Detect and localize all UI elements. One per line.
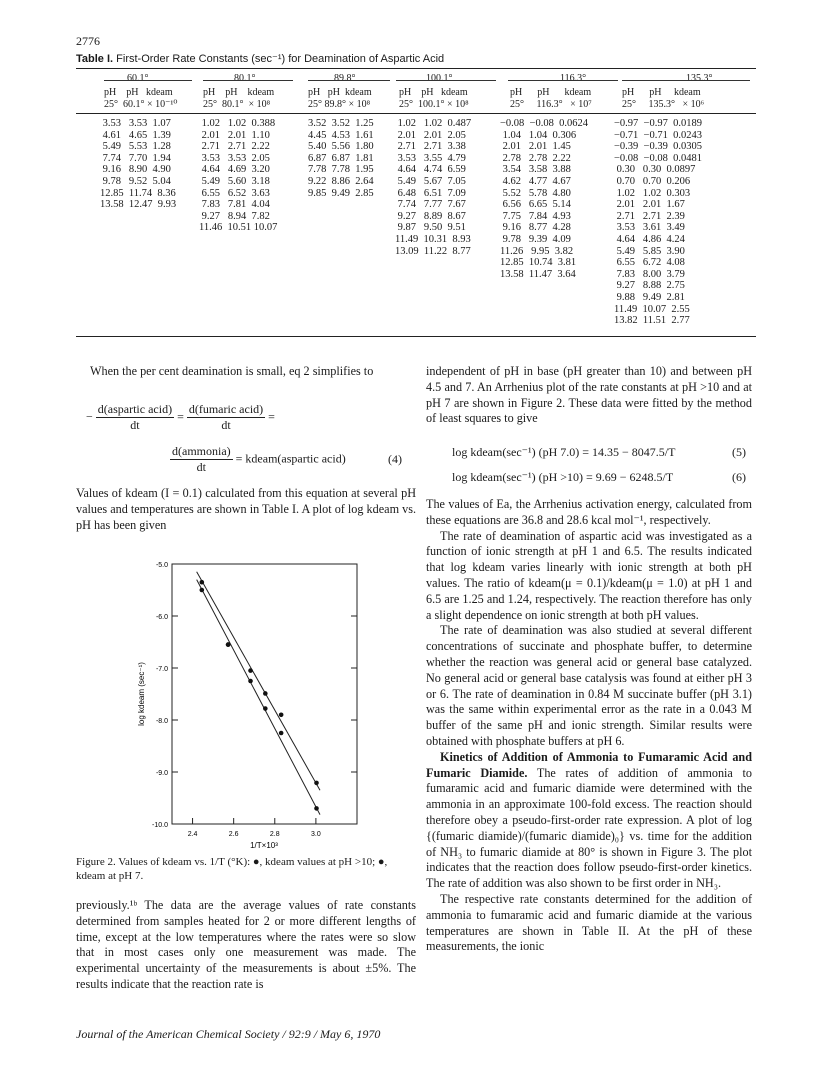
left-paragraph-1: When the per cent deamination is small, eq 2 simplifies to: [90, 364, 374, 378]
group-rule-2: [203, 80, 293, 81]
table-col-90: 3.52 3.52 1.25 4.45 4.53 1.61 5.40 5.56 1.80 6.87 6.87 1.81 7.78 7.78 1.95 9.22 8.86 2.64 9.85 9.49 2.85: [308, 118, 374, 199]
col-header-1: pH pH kdeam 25° 60.1° × 10⁻¹⁰: [104, 87, 178, 110]
equation-4-number: (4): [388, 452, 402, 466]
figure-2-caption: Figure 2. Values of kdeam vs. 1/T (°K): ●, kdeam values at pH >10; ●, kdeam at pH 7.: [76, 856, 388, 882]
table-caption: First-Order Rate Constants (sec⁻¹) for Deamination of Aspartic Acid: [116, 53, 445, 65]
group-header-3: 89.8°: [334, 73, 356, 84]
data-point-series-1: [279, 713, 284, 718]
y-tick-label: -8.0: [155, 718, 168, 725]
col-header-6: pH pH kdeam 25° 135.3° × 10⁶: [622, 87, 705, 110]
x-axis-label: 1/T×10³: [250, 841, 278, 850]
data-point-series-2: [263, 706, 268, 711]
equation-4-line-1: − $\frac{\text{d(aspartic acid)}}{dt}$ = $\frac{\text{d(fumaric acid)}}{dt}$ =: [86, 402, 275, 432]
data-point-series-2: [226, 642, 231, 647]
group-rule-5: [508, 80, 618, 81]
right-paragraph-2: The values of Ea, the Arrhenius activation energy, calculated from these equations are 36.8 and 28.6 kcal mol⁻¹, respectively.: [426, 497, 752, 527]
col-header-4: pH pH kdeam 25° 100.1° × 10⁸: [399, 87, 469, 110]
table-label: Table I.: [76, 53, 114, 65]
group-header-2: 80.1°: [234, 73, 256, 84]
group-rule-4: [396, 80, 496, 81]
table-col-60: 3.53 3.53 1.07 4.61 4.65 1.39 5.49 5.53 1.28 7.74 7.70 1.94 9.16 8.90 4.90 9.78 9.52 5.04 12.85 11.74 8.36 13.58 12.47 9.93: [100, 118, 177, 211]
group-header-4: 100.1°: [426, 73, 453, 84]
table-top-rule: [76, 68, 756, 69]
table-col-100: 1.02 1.02 0.487 2.01 2.01 2.05 2.71 2.71 3.38 3.53 3.55 4.79 4.64 4.74 6.59 5.49 5.67 7.05 6.48 6.51 7.09 7.74 7.77 7.67 9.27 8.89 8.67 9.87 9.50 9.51 11.49 10.31 8.93 13.09 11.22 8.77: [395, 118, 472, 257]
y-tick-label: -9.0: [155, 770, 168, 777]
equation-6: log kdeam(sec⁻¹) (pH >10) = 9.69 − 6248.5/T: [452, 470, 674, 484]
table-col-80: 1.02 1.02 0.388 2.01 2.01 1.10 2.71 2.71 2.22 3.53 3.53 2.05 4.64 4.69 3.20 5.49 5.60 3.18 6.55 6.52 3.63 7.83 7.81 4.04 9.27 8.94 7.82 11.46 10.51 10.07: [199, 118, 278, 234]
y-tick-label: -6.0: [155, 614, 168, 621]
table-header-rule: [76, 113, 756, 114]
data-point-series-1: [314, 781, 319, 786]
col-header-2: pH pH kdeam 25° 80.1° × 10⁸: [203, 87, 275, 110]
table-col-135: −0.97 −0.97 0.0189 −0.71 −0.71 0.0243 −0.39 −0.39 0.0305 −0.08 −0.08 0.0481 0.30 0.30 0.0897 0.70 0.70 0.206 1.02 1.02 0.303 2.01 2.01 1.67 2.71 2.71 2.39 3.53 3.61 3.49 4.64 4.86 4.24 5.49 5.85 3.90 6.55 6.72 4.08 7.83 8.00 3.79 9.27 8.88 2.75 9.88 9.49 2.81 11.49 10.07 2.55 13.82 11.51 2.77: [614, 118, 702, 327]
group-header-5: 116.3°: [560, 73, 587, 84]
equation-6-number: (6): [732, 470, 746, 484]
left-paragraph-2: Values of kdeam (I = 0.1) calculated from this equation at several pH values and temperatures are shown in Table I. A plot of log kdeam vs. pH has been given: [76, 486, 416, 532]
figure-2-plot: [120, 556, 380, 856]
right-paragraph-6: The respective rate constants determined for the addition of ammonia to fumaramic acid and fumaric diamide at the various temperatures are shown in Table II. At the pH of these measurements, the ionic: [426, 891, 752, 954]
data-point-series-2: [314, 806, 319, 811]
right-paragraph-5: Kinetics of Addition of Ammonia to Fumaramic Acid and Fumaric Diamide. The rates of addition of ammonia to fumaramic acid and fumaric diamide were determined with the ammonia in an approximate 100-fold excess. The reaction should therefore obey a pseudo-first-order rate expression. A plot of log {(fumaric diamide)/(fumaric diamide)₀} vs. time for the addition of NH₃ to fumaric diamide at 80° is shown in Figure 3. The plot indicates that the reaction does follow pseudo-first-order kinetics. The rate of addition was also shown to be first order in NH₃.: [426, 749, 753, 891]
x-tick-label: 2.6: [228, 831, 239, 838]
x-tick-label: 2.4: [187, 831, 198, 838]
table-title: [76, 52, 444, 65]
right-paragraph-3: The rate of deamination of aspartic acid was investigated as a function of ionic strength at pH 1 and 6.5. The results indicated that log kdeam varies linearly with ionic strength at both pH values. The ratio of kdeam(μ = 0.1)/kdeam(μ = 1.0) at pH 1 and 6.5 are 1.25 and 1.24, respectively. The reaction therefore has only a slight dependence on ionic strength at both pH values.: [426, 528, 752, 622]
col-header-3: pH pH kdeam 25° 89.8° × 10⁸: [308, 87, 372, 110]
y-axis-label: log kdeam (sec⁻¹): [137, 662, 146, 726]
group-rule-6: [622, 80, 750, 81]
x-tick-label: 3.0: [311, 831, 321, 838]
group-header-6: 135.3°: [686, 73, 713, 84]
fit-line-1: [197, 572, 320, 790]
equation-5-number: (5): [732, 445, 746, 459]
data-point-series-1: [200, 580, 205, 585]
x-tick-label: 2.8: [269, 831, 280, 838]
table-bottom-rule: [76, 336, 756, 337]
section-heading: Kinetics of Addition of Ammonia to Fumaramic Acid and Fumaric Diamide.: [426, 749, 752, 780]
data-point-series-2: [248, 679, 253, 684]
right-paragraph-4: The rate of deamination was also studied at several different concentrations of succinate and phosphate buffer, to determine whether the reaction was general acid or general base catalyzed. No general acid or general base catalysis was found at either pH 3 or 6. The rate of deamination in 0.84 M succinate buffer (pH 3.1) was the same within experimental error as the rate in a 0.043 M buffer of the same pH and ionic strength. Similar results were obtained with phosphate buffers at pH 6.: [426, 623, 752, 748]
y-tick-label: -5.0: [155, 562, 168, 569]
col-header-5: pH pH kdeam 25° 116.3° × 10⁷: [510, 87, 592, 110]
data-point-series-1: [263, 691, 268, 696]
right-paragraph-1: independent of pH in base (pH greater than 10) and between pH 4.5 and 7. An Arrhenius plot of the rate constants at pH >10 and at pH 7 are shown in Figure 2. These data were fitted by the method of least squares to give: [426, 364, 752, 426]
y-tick-label: -10.0: [152, 822, 168, 829]
data-point-series-1: [248, 668, 253, 673]
group-rule-1: [104, 80, 192, 81]
equation-5: log kdeam(sec⁻¹) (pH 7.0) = 14.35 − 8047.5/T: [452, 445, 676, 459]
data-point-series-2: [200, 588, 205, 593]
y-tick-label: -7.0: [155, 666, 168, 673]
fit-line-2: [197, 580, 320, 815]
equation-4-line-2: $\frac{\text{d(ammonia)}}{dt}$ = kdeam(aspartic acid): [172, 444, 346, 474]
table-col-116: −0.08 −0.08 0.0624 1.04 1.04 0.306 2.01 2.01 1.45 2.78 2.78 2.22 3.54 3.58 3.88 4.62 4.77 4.67 5.52 5.78 4.80 6.56 6.65 5.14 7.75 7.84 4.93 9.16 8.77 4.28 9.78 9.39 4.09 11.26 9.95 3.82 12.85 10.74 3.81 13.58 11.47 3.64: [500, 118, 588, 280]
right-paragraphs: [426, 497, 752, 955]
group-header-1: 60.1°: [127, 73, 149, 84]
group-rule-3: [308, 80, 390, 81]
page-number: 2776: [76, 34, 100, 48]
data-point-series-2: [279, 731, 284, 736]
left-paragraph-3: previously.¹ᵇ The data are the average values of rate constants determined from samples heated for 2 or more different lengths of time, except at the low temperatures where the rates were so slow that in most cases only one measurement was made. The experimental uncertainty of the measurements is about ±5%. The results indicate that the reaction rate is: [76, 898, 416, 991]
journal-footer: Journal of the American Chemical Society / 92:9 / May 6, 1970: [76, 1027, 381, 1041]
